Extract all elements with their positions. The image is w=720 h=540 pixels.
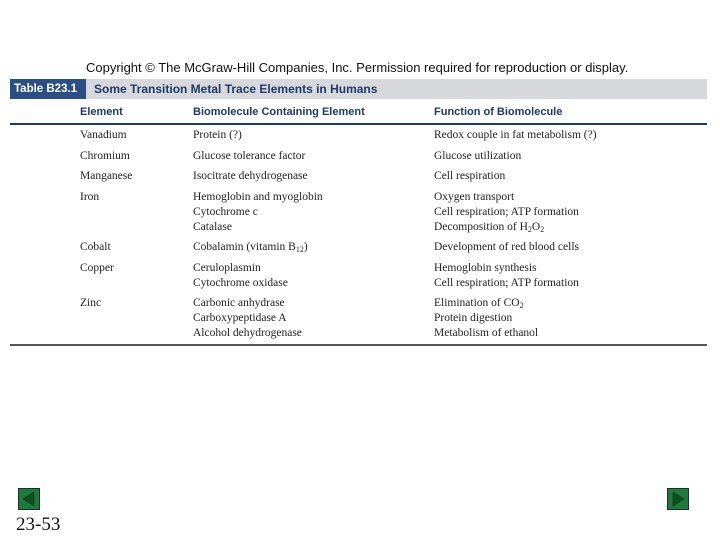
biomolecule-cell-line: Protein (?) — [193, 129, 242, 141]
table-tag: Table B23.1 — [10, 79, 86, 99]
biomolecule-cell-line: Catalase — [193, 220, 232, 233]
function-cell-line: Elimination of $CO_2$ — [434, 297, 524, 310]
biomolecule-cell — [193, 128, 242, 143]
previous-slide-button[interactable] — [18, 488, 40, 510]
column-header-function: Function of Biomolecule — [434, 106, 563, 118]
next-slide-button[interactable] — [667, 488, 689, 510]
biomolecule-cell-line: Cobalamin (vitamin $B_{12}$) — [193, 241, 308, 254]
biomolecule-cell — [193, 169, 308, 184]
triangle-right-icon — [668, 489, 688, 509]
triangle-left-icon — [19, 489, 39, 509]
header-rule — [10, 123, 707, 125]
biomolecule-cell-line: Cytochrome oxidase — [193, 276, 288, 289]
biomolecule-cell — [193, 190, 323, 235]
function-cell-line: Decomposition of $H_2O_2$ — [434, 220, 545, 234]
function-cell-line: Cell respiration — [434, 170, 506, 182]
element-cell: Zinc — [80, 297, 102, 309]
element-cell: Vanadium — [80, 129, 127, 141]
function-cell — [434, 169, 505, 184]
biomolecule-cell-line: Alcohol dehydrogenase — [193, 327, 302, 339]
column-header-element: Element — [80, 106, 123, 118]
function-cell-line: Cell respiration; ATP formation — [434, 205, 579, 218]
element-cell: Chromium — [80, 149, 130, 162]
function-cell-line: Hemoglobin synthesis — [434, 261, 537, 274]
function-cell — [434, 128, 597, 143]
element-cell: Iron — [80, 190, 100, 203]
biomolecule-cell-line: Carboxypeptidase A — [193, 312, 287, 324]
element-cell: Cobalt — [80, 241, 111, 253]
element-cell: Manganese — [80, 170, 133, 182]
function-cell-line: Cell respiration; ATP formation — [434, 276, 579, 289]
function-cell — [434, 190, 579, 235]
function-cell — [434, 296, 538, 341]
table-title: Some Transition Metal Trace Elements in Humans — [94, 82, 378, 96]
slide-number: 23-53 — [16, 514, 61, 535]
function-cell-line: Development of red blood cells — [434, 241, 579, 253]
biomolecule-cell — [193, 149, 305, 164]
function-cell-line: Redox couple in fat metabolism (?) — [434, 129, 597, 141]
function-cell-line: Oxygen transport — [434, 190, 515, 203]
biomolecule-cell-line: Carbonic anhydrase — [193, 297, 285, 309]
biomolecule-cell-line: Hemoglobin and myoglobin — [193, 190, 323, 203]
table-bottom-rule — [10, 344, 707, 346]
function-cell-line: Protein digestion — [434, 312, 513, 324]
biomolecule-cell — [193, 296, 302, 341]
biomolecule-cell-line: Isocitrate dehydrogenase — [193, 170, 308, 182]
element-cell: Copper — [80, 261, 114, 274]
function-cell — [434, 240, 579, 255]
biomolecule-cell-line: Glucose tolerance factor — [193, 149, 306, 162]
column-header-biomolecule: Biomolecule Containing Element — [193, 106, 365, 118]
biomolecule-cell-line: Ceruloplasmin — [193, 261, 261, 274]
biomolecule-cell — [193, 261, 288, 291]
copyright-notice: Copyright © The McGraw-Hill Companies, Inc. Permission required for reproduction or display. — [86, 60, 629, 75]
biomolecule-cell-line: Cytochrome c — [193, 205, 258, 218]
biomolecule-cell — [193, 240, 308, 255]
function-cell — [434, 149, 521, 164]
function-cell — [434, 261, 579, 291]
function-cell-line: Glucose utilization — [434, 149, 522, 162]
function-cell-line: Metabolism of ethanol — [434, 327, 539, 339]
